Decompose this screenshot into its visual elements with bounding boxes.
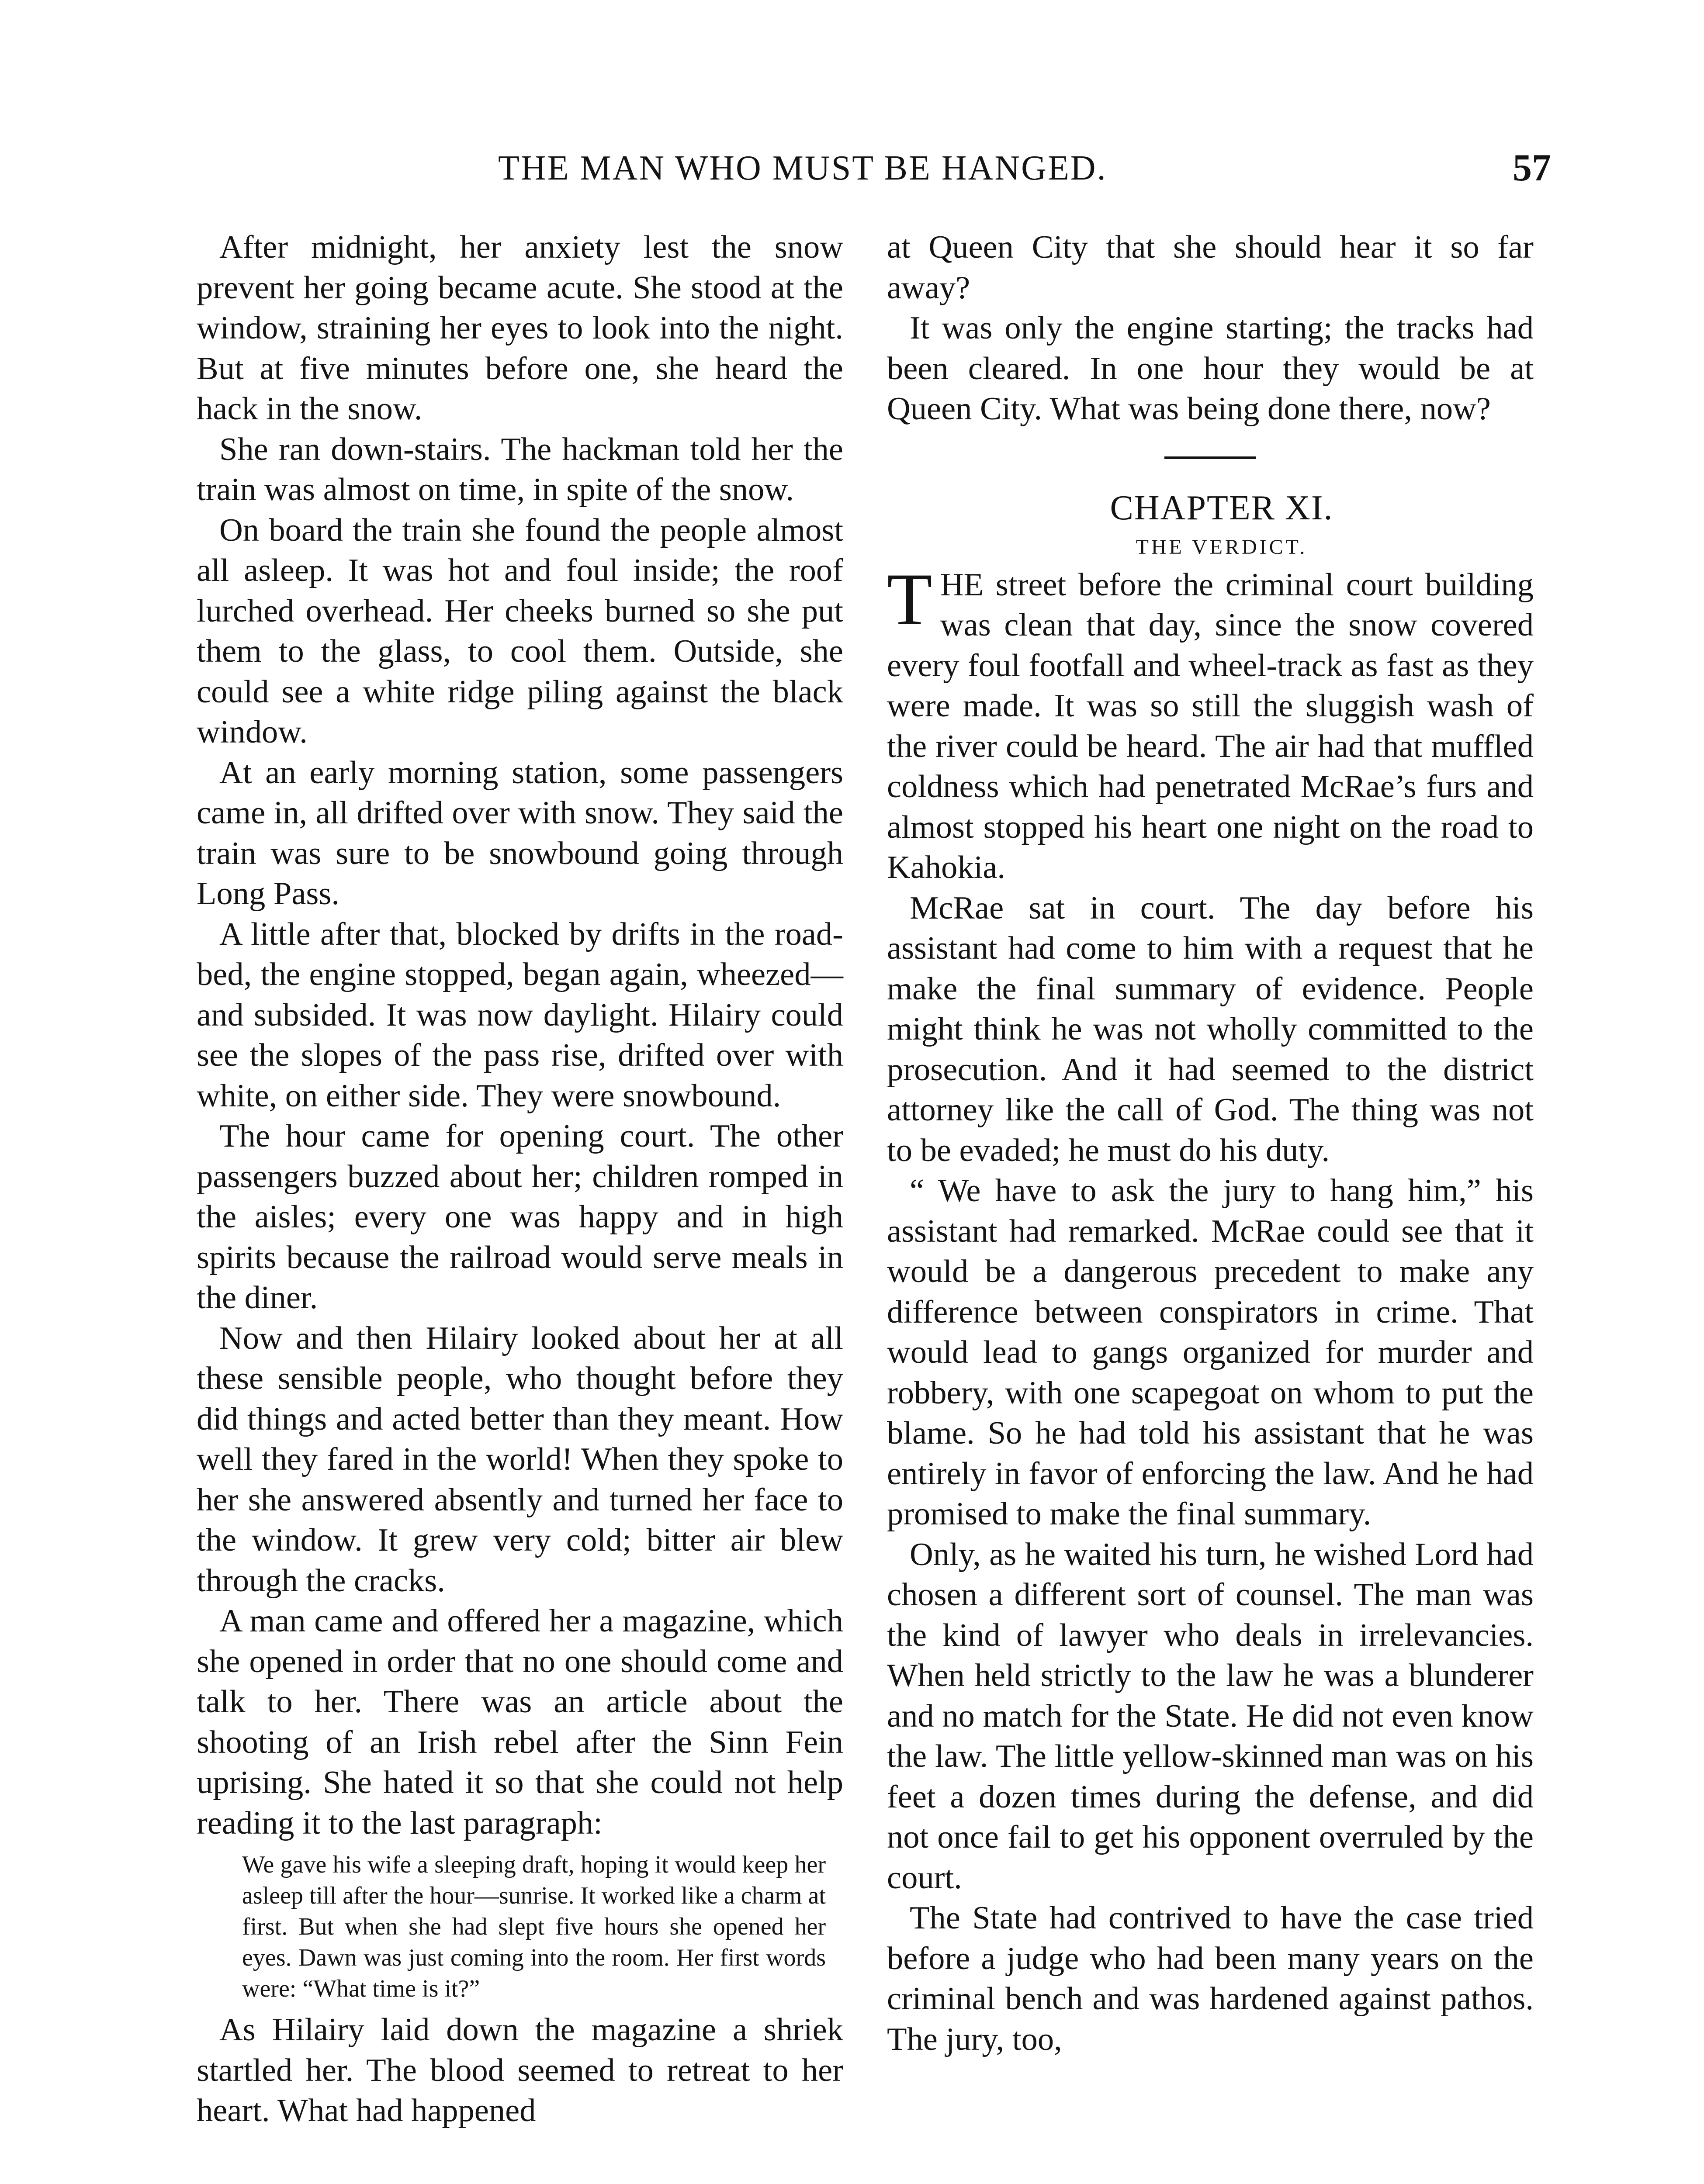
page-number: 57 <box>1513 147 1551 189</box>
paragraph: The hour came for opening court. The other passengers buzzed about her; children romped in the aisles; every one was happy and in high spirits because the railroad would serve meals in the diner. <box>197 1118 843 1316</box>
paragraph: “ We have to ask the jury to hang him,” his assistant had remarked. McRae could see that it would be a dangerous precedent to make any difference between conspirators in crime. That would lead to gangs organized for murder and robbery, with one scapegoat on whom to put the blame. So he had told his assistant that he was entirely in favor of enforcing the law. And he had promised to make the final summary. <box>887 1173 1534 1532</box>
paragraph: Now and then Hilairy looked about her at all these sensible people, who thought before they did things and acted better than they meant. How well they fared in the world! When they spoke to her she answered absently and turned her face to the window. It grew very cold; bitter air blew through the cracks. <box>197 1320 843 1599</box>
paragraph: It was only the engine starting; the tracks had been cleared. In one hour they would be at Queen City. What was being done there, now? <box>887 310 1534 427</box>
drop-cap: T <box>887 558 932 640</box>
running-title: THE MAN WHO MUST BE HANGED. <box>498 149 1107 187</box>
paragraph: On board the train she found the people almost all asleep. It was hot and foul inside; the roof lurched overhead. Her cheeks burned so she put them to the glass, to cool them. Outside, she could see a white ridge piling against the black window. <box>197 512 843 750</box>
paragraph: At an early morning station, some passengers came in, all drifted over with snow. They said the train was sure to be snowbound going through Long Pass. <box>197 754 843 912</box>
left-column <box>197 227 843 2131</box>
continued-paragraph: at Queen City that she should hear it so far away? <box>887 229 1534 306</box>
paragraph: A man came and offered her a magazine, which she opened in order that no one should come and talk to her. There was an article about the shooting of an Irish rebel after the Sinn Fein uprising. She hated it so that she could not help reading it to the last paragraph: <box>197 1603 843 1841</box>
paragraph: McRae sat in court. The day before his assistant had come to him with a request that he make the final summary of evidence. People might think he was not wholly committed to the prosecution. And it had seemed to the district attorney like the call of God. The thing was not to be evaded; he must do his duty. <box>887 890 1534 1168</box>
right-column <box>887 227 1534 2060</box>
chapter-title: CHAPTER XI. <box>1110 488 1333 527</box>
chapter-opening-paragraph <box>887 558 1534 888</box>
section-divider <box>1164 456 1256 459</box>
paragraph: The State had contrived to have the case tried before a judge who had been many years on the criminal bench and was hardened against pathos. The jury, too, <box>887 1900 1534 2057</box>
block-quote: We gave his wife a sleeping draft, hoping it would keep her asleep till after the hour—sunrise. It worked like a charm at first. But when she had slept five hours she opened her eyes. Dawn was just coming into the room. Her first words were: “What time is it?” <box>242 1851 826 2002</box>
paragraph: As Hilairy laid down the magazine a shriek startled her. The blood seemed to retreat to her heart. What had happened <box>197 2012 843 2129</box>
paragraph: A little after that, blocked by drifts in the road-bed, the engine stopped, began again, wheezed—and subsided. It was now daylight. Hilairy could see the slopes of the pass rise, drifted over with white, on either side. They were snowbound. <box>197 916 843 1114</box>
paragraph: After midnight, her anxiety lest the snow prevent her going became acute. She stood at the window, straining her eyes to look into the night. But at five minutes before one, she heard the hack in the snow. <box>197 229 843 427</box>
paragraph: Only, as he waited his turn, he wished Lord had chosen a different sort of counsel. The man was the kind of lawyer who deals in irrelevancies. When held strictly to the law he was a blunderer and no match for the State. He did not even know the law. The little yellow-skinned man was on his feet a dozen times during the defense, and did not once fail to get his opponent overruled by the court. <box>887 1536 1534 1896</box>
paragraph: She ran down-stairs. The hackman told her the train was almost on time, in spite of the snow. <box>197 431 843 508</box>
chapter-subtitle: THE VERDICT. <box>1136 535 1308 559</box>
opening-text: HE street before the criminal court building was clean that day, since the snow covered every foul footfall and wheel-track as fast as they were made. It was so still the sluggish wash of the river could be heard. The air had that muffled coldness which had penetrated McRae’s furs and almost stopped his heart one night on the road to Kahokia. <box>887 567 1534 885</box>
running-head <box>0 144 1704 192</box>
